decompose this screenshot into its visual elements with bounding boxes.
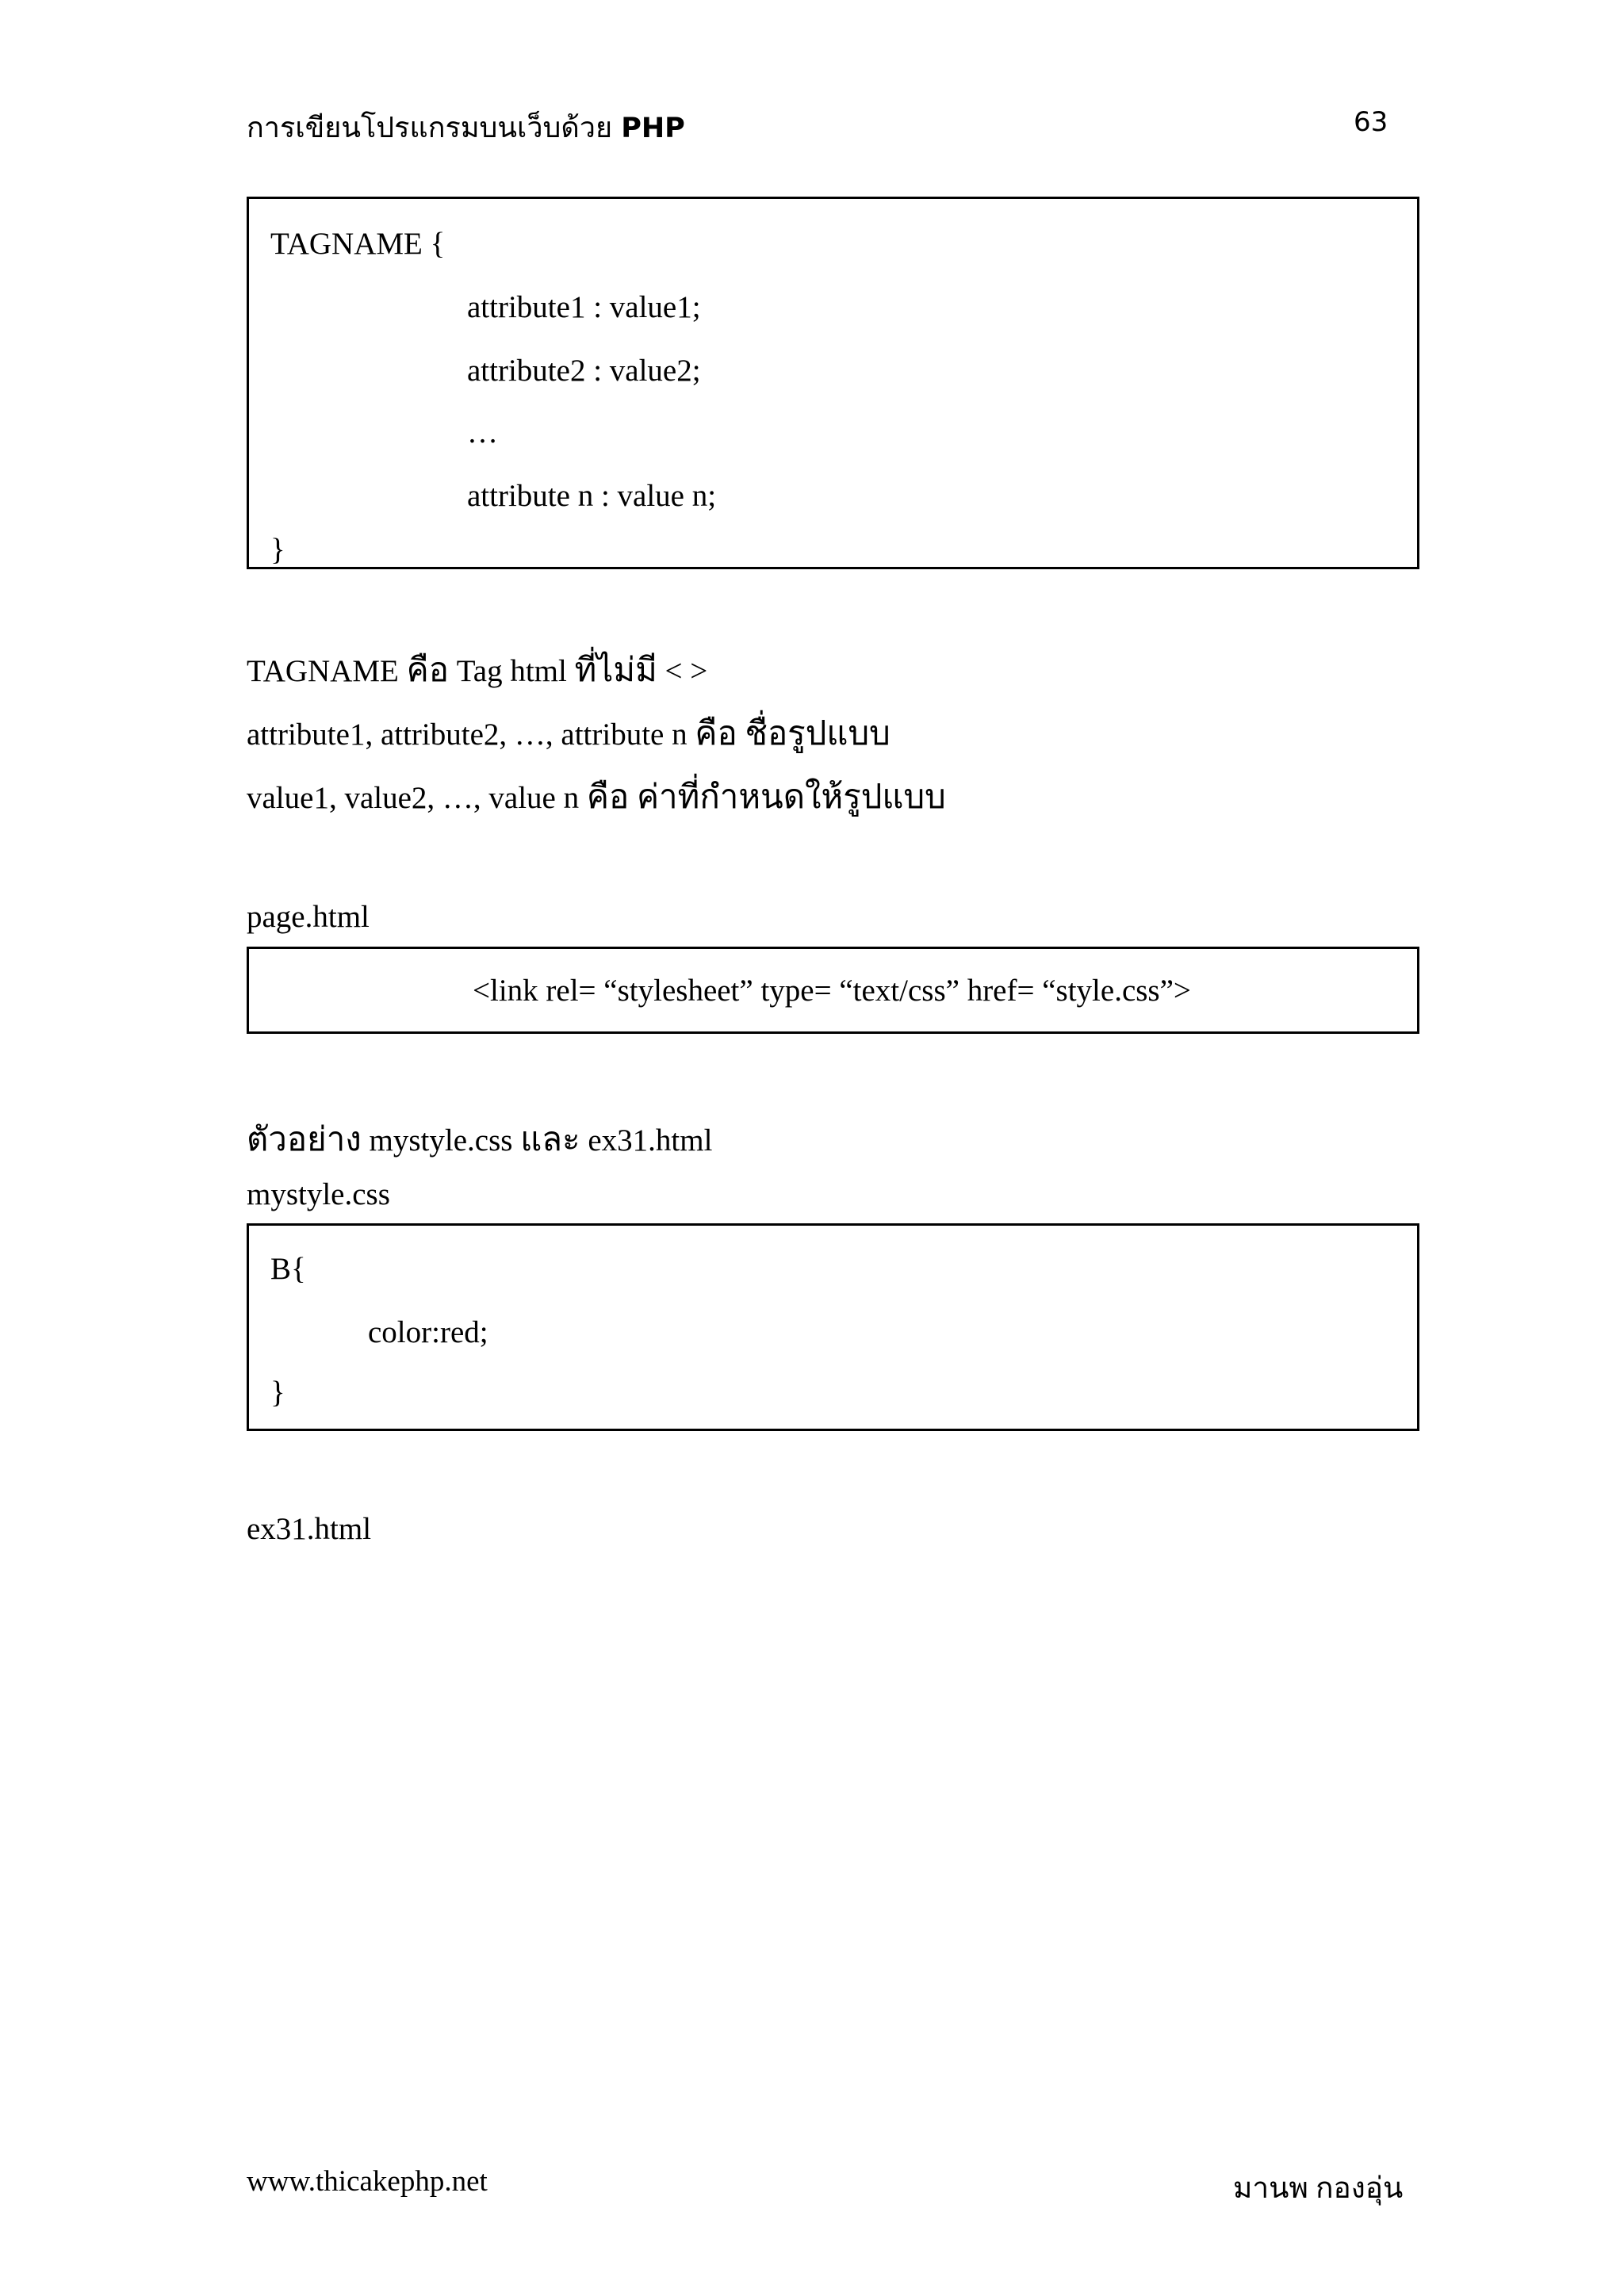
explanation-desc: Tag html xyxy=(456,654,567,688)
example-heading xyxy=(247,1113,712,1165)
header-title-thai: การเขียนโปรแกรมบนเว็บด้วย xyxy=(247,112,613,144)
explanation-line-2 xyxy=(247,707,891,760)
explanation-desc-thai: ชื่อรูปแบบ xyxy=(745,716,891,752)
css-close: } xyxy=(270,1376,285,1410)
syntax-line-ellipsis: … xyxy=(467,415,498,450)
example-heading-thai-1: ตัวอย่าง xyxy=(247,1122,362,1158)
syntax-close: } xyxy=(270,533,285,567)
css-filename: mystyle.css xyxy=(247,1177,390,1211)
example-heading-file-2: ex31.html xyxy=(588,1123,713,1158)
explanation-meaning-word: คือ xyxy=(406,652,449,689)
header-title-brand: PHP xyxy=(621,113,685,144)
html-filename: ex31.html xyxy=(247,1512,372,1546)
syntax-line-1: attribute1 : value1; xyxy=(467,290,701,324)
syntax-box xyxy=(247,197,1419,569)
explanation-meaning-word: คือ xyxy=(695,716,737,752)
css-rule: color:red; xyxy=(368,1315,488,1349)
explanation-term: TAGNAME xyxy=(247,654,399,688)
explanation-line-1 xyxy=(247,644,707,696)
explanation-desc-thai: ค่าที่กำหนดให้รูปแบบ xyxy=(636,779,946,816)
page-html-code-box xyxy=(247,947,1419,1034)
syntax-line-2: attribute2 : value2; xyxy=(467,354,701,388)
syntax-line-4: attribute n : value n; xyxy=(467,479,717,513)
example-heading-file-1: mystyle.css xyxy=(369,1123,513,1158)
explanation-meaning-word: คือ xyxy=(586,779,630,816)
running-header-title xyxy=(247,105,685,150)
page-html-filename: page.html xyxy=(247,900,370,934)
page-number: 63 xyxy=(1354,106,1388,138)
page-html-code: <link rel= “stylesheet” type= “text/css” href= “style.css”> xyxy=(473,974,1191,1008)
explanation-term: value1, value2, …, value n xyxy=(247,781,580,815)
example-heading-thai-2: และ xyxy=(520,1122,580,1158)
syntax-open: TAGNAME { xyxy=(270,227,446,261)
explanation-term: attribute1, attribute2, …, attribute n xyxy=(247,718,688,752)
footer-author: มานพ กองอุ่น xyxy=(1233,2172,1404,2205)
explanation-suffix: < > xyxy=(665,654,708,688)
explanation-desc-thai: ที่ไม่มี xyxy=(574,652,657,689)
explanation-line-3 xyxy=(247,771,946,823)
css-code-box xyxy=(247,1223,1419,1431)
css-open: B{ xyxy=(270,1252,306,1286)
footer-url: www.thicakephp.net xyxy=(247,2165,488,2198)
